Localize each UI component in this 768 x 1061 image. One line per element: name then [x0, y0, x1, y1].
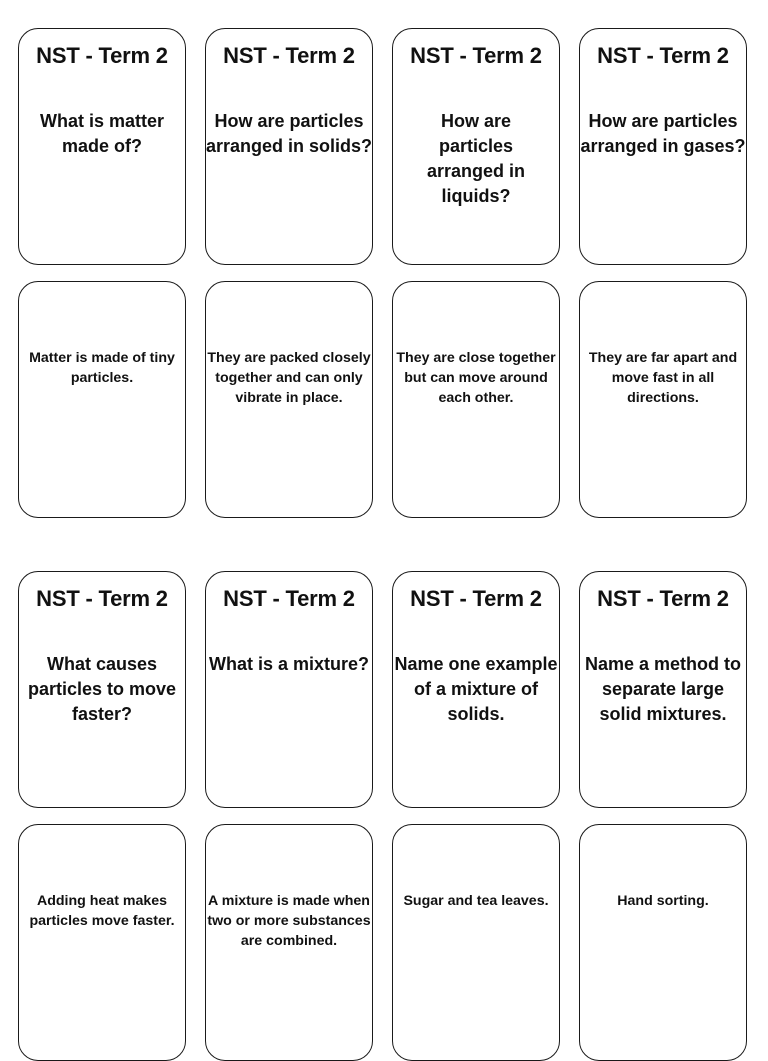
question-card	[579, 571, 747, 808]
card-header: NST - Term 2	[597, 43, 729, 68]
answer-text: Matter is made of tiny particles.	[29, 350, 175, 386]
question-card	[205, 571, 373, 808]
answer-text: They are far apart and move fast in all directions.	[588, 350, 738, 406]
card-header: NST - Term 2	[410, 43, 542, 68]
question-text: Name a method to separate large solid mixtures.	[584, 654, 742, 724]
question-text: How are particles arranged in liquids?	[426, 111, 526, 206]
answer-card	[579, 281, 747, 518]
answer-text: Sugar and tea leaves.	[403, 893, 549, 909]
question-text: How are particles arranged in solids?	[205, 111, 373, 156]
question-text: Name one example of a mixture of solids.	[394, 654, 558, 724]
answer-text: A mixture is made when two or more substances are combined.	[207, 893, 371, 949]
answer-card	[205, 824, 373, 1061]
question-card	[18, 28, 186, 265]
card-header: NST - Term 2	[36, 43, 168, 68]
question-card	[205, 28, 373, 265]
answer-text: They are close together but can move around each other.	[396, 350, 556, 406]
card-header: NST - Term 2	[36, 586, 168, 611]
question-text: What is matter made of?	[39, 111, 165, 156]
question-card	[18, 571, 186, 808]
answer-card	[18, 824, 186, 1061]
question-card	[579, 28, 747, 265]
question-text: How are particles arranged in gases?	[580, 111, 746, 156]
answer-text: Hand sorting.	[617, 893, 709, 909]
question-card	[392, 571, 560, 808]
card-header: NST - Term 2	[223, 586, 355, 611]
answer-card	[392, 281, 560, 518]
answer-card	[205, 281, 373, 518]
question-text: What causes particles to move faster?	[27, 654, 177, 724]
answer-card	[18, 281, 186, 518]
answer-text: Adding heat makes particles move faster.	[29, 893, 175, 929]
answer-card	[392, 824, 560, 1061]
card-header: NST - Term 2	[597, 586, 729, 611]
card-header: NST - Term 2	[223, 43, 355, 68]
question-card	[392, 28, 560, 265]
question-text: What is a mixture?	[208, 654, 370, 674]
answer-text: They are packed closely together and can only vibrate in place.	[207, 350, 371, 406]
answer-card	[579, 824, 747, 1061]
card-header: NST - Term 2	[410, 586, 542, 611]
